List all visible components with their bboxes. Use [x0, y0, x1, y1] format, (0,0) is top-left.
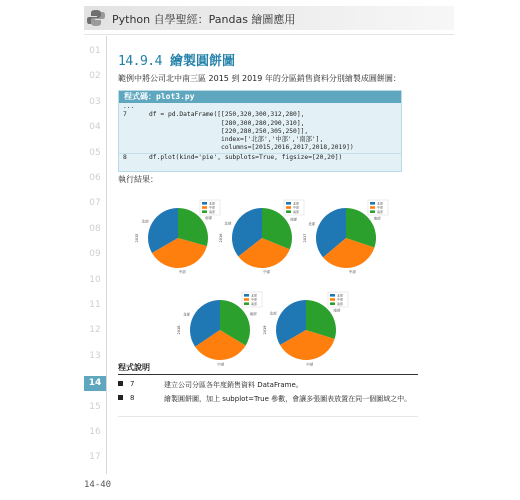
gutter-number: 16	[89, 427, 101, 437]
header-divider	[84, 34, 454, 35]
legend-swatch	[330, 302, 335, 305]
legend-swatch	[244, 294, 249, 297]
gutter-number: 13	[89, 350, 101, 361]
pie-chart	[302, 196, 394, 276]
pie-chart	[262, 288, 354, 368]
gutter-number: 03	[89, 96, 101, 107]
legend-swatch	[330, 294, 335, 297]
pie-chart-svg	[302, 196, 394, 276]
code-text: columns=[2015,2016,2017,2018,2019])	[149, 144, 354, 152]
slice-label: 北部	[224, 221, 232, 226]
gutter-number: 14	[84, 376, 106, 391]
legend-swatch	[286, 210, 291, 213]
legend-swatch	[286, 206, 291, 209]
legend-label: 中部	[209, 205, 216, 210]
legend-label: 南部	[251, 301, 258, 306]
explanation-line-number: 7	[130, 380, 135, 388]
code-line	[119, 103, 401, 111]
legend-swatch	[202, 206, 207, 209]
code-title: 程式碼：plot3.py	[119, 91, 401, 103]
python-logo-icon	[86, 9, 106, 31]
legend-label: 南部	[209, 209, 216, 214]
legend-swatch	[370, 210, 375, 213]
slice-label: 中部	[217, 362, 225, 367]
code-line-number: 8	[123, 153, 127, 161]
slice-label: 北部	[269, 311, 277, 316]
code-line-number: 7	[123, 111, 127, 119]
code-text: df = pd.DataFrame([[250,320,300,312,280],	[149, 111, 305, 119]
gutter-number: 04	[89, 122, 101, 133]
pie-ylabel: 2019	[263, 325, 267, 335]
code-text: df.plot(kind='pie', subplots=True, figsize=[20,20])	[149, 153, 343, 161]
legend-swatch	[244, 298, 249, 301]
slice-label: 南部	[205, 215, 213, 220]
pie-ylabel: 2015	[135, 233, 139, 243]
code-lines	[119, 103, 401, 162]
pie-chart-svg	[134, 196, 226, 276]
gutter-number: 07	[89, 198, 101, 209]
pie-chart-svg	[218, 196, 310, 276]
result-label: 執行結果：	[118, 175, 158, 184]
legend-label: 北部	[377, 201, 384, 206]
page-header	[84, 6, 454, 30]
code-text: index=['北部','中部','南部'],	[149, 136, 324, 144]
code-line	[119, 111, 401, 119]
slice-label: 南部	[249, 311, 257, 316]
pie-chart-svg	[262, 288, 354, 368]
slice-label: 南部	[333, 308, 341, 313]
code-line	[119, 153, 401, 162]
legend-label: 南部	[293, 209, 300, 214]
code-line	[119, 144, 401, 152]
legend-label: 北部	[251, 293, 258, 298]
legend-swatch	[202, 202, 207, 205]
gutter-number: 15	[89, 401, 101, 412]
section-heading	[118, 50, 235, 69]
slice-label: 中部	[348, 269, 356, 274]
slice-label: 中部	[306, 362, 314, 367]
code-line	[119, 136, 401, 144]
pie-ylabel: 2018	[177, 325, 181, 335]
slice-label: 北部	[308, 222, 316, 227]
code-text: [280,300,280,290,310],	[149, 119, 305, 127]
code-listing	[118, 90, 402, 172]
slice-label: 北部	[183, 312, 190, 317]
legend-swatch	[286, 202, 291, 205]
explanation-text: 建立公司分區各年度銷售資料 DataFrame。	[164, 381, 303, 389]
pie-chart	[218, 196, 310, 276]
gutter-number: 08	[89, 223, 101, 234]
pie-ylabel: 2016	[219, 233, 223, 243]
gutter-number: 12	[89, 325, 101, 336]
gutter-number: 05	[89, 147, 101, 158]
pie-chart	[134, 196, 226, 276]
legend-label: 北部	[337, 293, 344, 298]
legend-swatch	[370, 202, 375, 205]
gutter-number: 17	[89, 452, 101, 463]
code-line-number: ...	[123, 103, 135, 110]
legend-label: 中部	[293, 205, 300, 210]
gutter-number: 09	[89, 249, 101, 260]
legend-swatch	[244, 302, 249, 305]
explanation-divider	[118, 374, 418, 375]
header-title: Python 自學聖經：Pandas 繪圖應用	[112, 13, 296, 26]
code-line	[119, 128, 401, 136]
gutter-number: 06	[89, 173, 101, 183]
pie-ylabel: 2017	[303, 233, 307, 243]
section-number: 14.9.4	[118, 54, 162, 69]
legend-label: 中部	[251, 297, 258, 302]
explanation-bottom-divider	[118, 416, 418, 417]
legend-label: 北部	[293, 201, 300, 206]
gutter-number: 11	[89, 300, 101, 310]
legend-label: 南部	[337, 301, 344, 306]
code-text: [220,280,250,305,250]],	[149, 127, 309, 135]
legend-swatch	[330, 298, 335, 301]
page-number: 14-40	[84, 480, 112, 490]
legend-label: 中部	[377, 205, 384, 210]
slice-label: 南部	[373, 216, 381, 221]
gutter-number: 01	[89, 46, 101, 56]
code-line	[119, 120, 401, 128]
intro-paragraph: 範例中將公司北中南三區 2015 到 2019 年的分區銷售資料分別繪製成圓餅圖：	[118, 74, 401, 83]
legend-label: 中部	[337, 297, 344, 302]
section-title: 繪製圓餅圖	[169, 54, 235, 69]
explanation-text: 繪製圓餅圖，加上 subplot=True 參數，會讓多張圖表放置在同一個圖域之中。	[164, 395, 412, 403]
legend-label: 北部	[209, 201, 216, 206]
bullet-square-icon	[118, 395, 123, 400]
slice-label: 中部	[263, 270, 271, 275]
explanation-title: 程式說明	[118, 363, 150, 372]
slice-label: 中部	[178, 270, 186, 275]
slice-label: 北部	[141, 219, 149, 224]
gutter-number: 02	[89, 71, 101, 82]
legend-swatch	[370, 206, 375, 209]
pie-chart-svg	[176, 288, 268, 368]
gutter-number: 10	[89, 274, 101, 285]
explanation-line-number: 8	[130, 394, 135, 402]
legend-swatch	[202, 210, 207, 213]
pie-chart	[176, 288, 268, 368]
legend-label: 南部	[377, 209, 384, 214]
bullet-square-icon	[118, 381, 123, 386]
slice-label: 南部	[290, 217, 298, 222]
